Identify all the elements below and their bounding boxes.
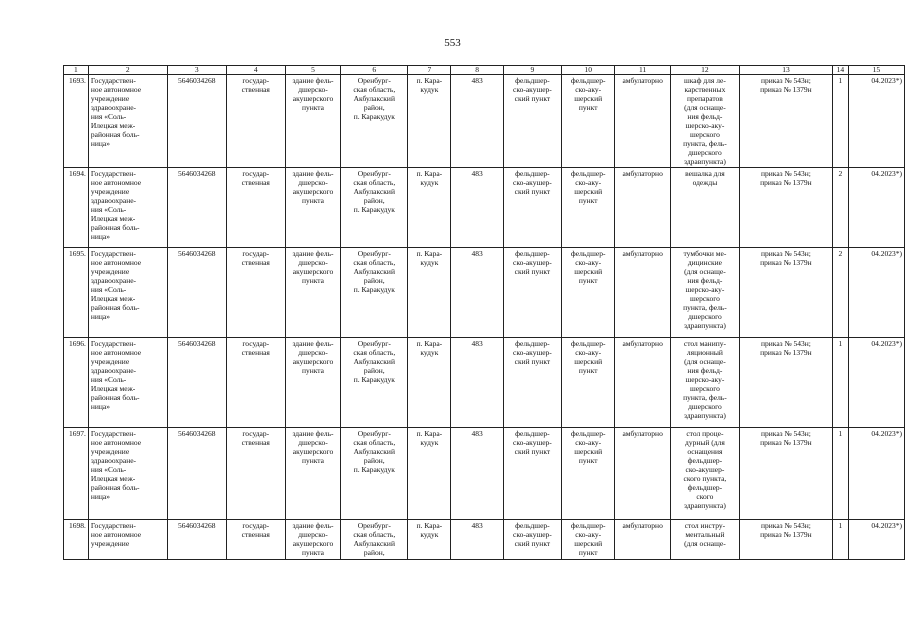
unit-cell: фельдшер- ско-аку- шерский пункт <box>562 428 615 520</box>
inn-cell: 5646034268 <box>167 168 226 248</box>
care-type-cell: амбулаторно <box>615 428 671 520</box>
date-cell: 04.2023*) <box>848 520 904 560</box>
order-cell: приказ № 543н; приказ № 1379н <box>739 75 832 168</box>
ownership-cell: государ- ственная <box>226 428 285 520</box>
care-type-cell: амбулаторно <box>615 168 671 248</box>
table-row <box>64 168 905 248</box>
equipment-cell: шкаф для ле- карственных препаратов (для оснаще- ния фельд- шерско-аку- шерского пункта, фель- дшерского здравпункта) <box>670 75 739 168</box>
date-cell: 04.2023*) <box>848 338 904 428</box>
ownership-cell: государ- ственная <box>226 520 285 560</box>
column-number: 7 <box>408 66 451 75</box>
column-number: 9 <box>503 66 561 75</box>
building-cell: здание фель- дшерско- акушерского пункта <box>285 248 341 338</box>
quantity-cell: 1 <box>832 75 848 168</box>
quantity-cell: 1 <box>832 520 848 560</box>
facility-cell: фельдшер- ско-акушер- ский пункт <box>503 168 561 248</box>
quantity-cell: 1 <box>832 428 848 520</box>
registry-table <box>63 65 905 560</box>
building-cell: здание фель- дшерско- акушерского пункта <box>285 168 341 248</box>
building-cell: здание фель- дшерско- акушерского пункта <box>285 428 341 520</box>
equipment-cell: стол проце- дурный (для оснащения фельдшер- ско-акушер- ского пункта, фельдшер- ского здравпункта) <box>670 428 739 520</box>
facility-cell: фельдшер- ско-акушер- ский пункт <box>503 428 561 520</box>
settlement-cell: п. Кара- кудук <box>408 248 451 338</box>
building-cell: здание фель- дшерско- акушерского пункта <box>285 338 341 428</box>
order-cell: приказ № 543н; приказ № 1379н <box>739 338 832 428</box>
facility-cell: фельдшер- ско-акушер- ский пункт <box>503 520 561 560</box>
care-type-cell: амбулаторно <box>615 520 671 560</box>
unit-cell: фельдшер- ско-аку- шерский пункт <box>562 338 615 428</box>
column-number: 1 <box>64 66 89 75</box>
inn-cell: 5646034268 <box>167 520 226 560</box>
unit-cell: фельдшер- ско-аку- шерский пункт <box>562 248 615 338</box>
settlement-cell: п. Кара- кудук <box>408 75 451 168</box>
code-cell: 483 <box>451 338 503 428</box>
address-cell: Оренбург- ская область, Акбулакский район, п. Каракудук <box>341 75 408 168</box>
column-number: 10 <box>562 66 615 75</box>
date-cell: 04.2023*) <box>848 168 904 248</box>
column-number: 2 <box>88 66 167 75</box>
ownership-cell: государ- ственная <box>226 248 285 338</box>
unit-cell: фельдшер- ско-аку- шерский пункт <box>562 520 615 560</box>
equipment-cell: тумбочки ме- дицинские (для оснаще- ния фельд- шерско-аку- шерского пункта, фель- дшерского здравпункта) <box>670 248 739 338</box>
address-cell: Оренбург- ская область, Акбулакский район, п. Каракудук <box>341 248 408 338</box>
row-number: 1695. <box>64 248 89 338</box>
column-number: 12 <box>670 66 739 75</box>
address-cell: Оренбург- ская область, Акбулакский район, <box>341 520 408 560</box>
address-cell: Оренбург- ская область, Акбулакский район, п. Каракудук <box>341 428 408 520</box>
organization-cell: Государствен- ное автономное учреждение здравоохране- ния «Соль- Илецкая меж- районная боль- ница» <box>88 75 167 168</box>
facility-cell: фельдшер- ско-акушер- ский пункт <box>503 338 561 428</box>
code-cell: 483 <box>451 520 503 560</box>
address-cell: Оренбург- ская область, Акбулакский район, п. Каракудук <box>341 168 408 248</box>
column-number: 6 <box>341 66 408 75</box>
order-cell: приказ № 543н; приказ № 1379н <box>739 520 832 560</box>
inn-cell: 5646034268 <box>167 428 226 520</box>
code-cell: 483 <box>451 168 503 248</box>
order-cell: приказ № 543н; приказ № 1379н <box>739 428 832 520</box>
quantity-cell: 2 <box>832 168 848 248</box>
table-row <box>64 75 905 168</box>
settlement-cell: п. Кара- кудук <box>408 168 451 248</box>
building-cell: здание фель- дшерско- акушерского пункта <box>285 520 341 560</box>
address-cell: Оренбург- ская область, Акбулакский район, п. Каракудук <box>341 338 408 428</box>
facility-cell: фельдшер- ско-акушер- ский пункт <box>503 248 561 338</box>
organization-cell: Государствен- ное автономное учреждение здравоохране- ния «Соль- Илецкая меж- районная боль- ница» <box>88 428 167 520</box>
ownership-cell: государ- ственная <box>226 75 285 168</box>
equipment-cell: вешалка для одежды <box>670 168 739 248</box>
table-body <box>64 66 905 560</box>
row-number: 1697. <box>64 428 89 520</box>
table-row <box>64 248 905 338</box>
equipment-cell: стол манипу- ляционный (для оснаще- ния фельд- шерско-аку- шерского пункта, фель- дшерского здравпункта) <box>670 338 739 428</box>
row-number: 1696. <box>64 338 89 428</box>
column-number: 14 <box>832 66 848 75</box>
code-cell: 483 <box>451 248 503 338</box>
row-number: 1698. <box>64 520 89 560</box>
order-cell: приказ № 543н; приказ № 1379н <box>739 168 832 248</box>
settlement-cell: п. Кара- кудук <box>408 428 451 520</box>
column-number: 13 <box>739 66 832 75</box>
settlement-cell: п. Кара- кудук <box>408 338 451 428</box>
column-number: 15 <box>848 66 904 75</box>
row-number: 1693. <box>64 75 89 168</box>
page-number: 553 <box>444 37 461 49</box>
quantity-cell: 1 <box>832 338 848 428</box>
code-cell: 483 <box>451 75 503 168</box>
column-number: 11 <box>615 66 671 75</box>
table-row <box>64 520 905 560</box>
column-number: 4 <box>226 66 285 75</box>
ownership-cell: государ- ственная <box>226 168 285 248</box>
inn-cell: 5646034268 <box>167 75 226 168</box>
date-cell: 04.2023*) <box>848 75 904 168</box>
care-type-cell: амбулаторно <box>615 75 671 168</box>
care-type-cell: амбулаторно <box>615 338 671 428</box>
column-number: 5 <box>285 66 341 75</box>
inn-cell: 5646034268 <box>167 338 226 428</box>
code-cell: 483 <box>451 428 503 520</box>
date-cell: 04.2023*) <box>848 428 904 520</box>
order-cell: приказ № 543н; приказ № 1379н <box>739 248 832 338</box>
column-number: 3 <box>167 66 226 75</box>
inn-cell: 5646034268 <box>167 248 226 338</box>
table-row <box>64 428 905 520</box>
table-row <box>64 338 905 428</box>
ownership-cell: государ- ственная <box>226 338 285 428</box>
organization-cell: Государствен- ное автономное учреждение здравоохране- ния «Соль- Илецкая меж- районная боль- ница» <box>88 168 167 248</box>
equipment-cell: стол инстру- ментальный (для оснаще- <box>670 520 739 560</box>
settlement-cell: п. Кара- кудук <box>408 520 451 560</box>
unit-cell: фельдшер- ско-аку- шерский пункт <box>562 75 615 168</box>
organization-cell: Государствен- ное автономное учреждение здравоохране- ния «Соль- Илецкая меж- районная боль- ница» <box>88 338 167 428</box>
column-number: 8 <box>451 66 503 75</box>
unit-cell: фельдшер- ско-аку- шерский пункт <box>562 168 615 248</box>
row-number: 1694. <box>64 168 89 248</box>
organization-cell: Государствен- ное автономное учреждение здравоохране- ния «Соль- Илецкая меж- районная боль- ница» <box>88 248 167 338</box>
facility-cell: фельдшер- ско-акушер- ский пункт <box>503 75 561 168</box>
building-cell: здание фель- дшерско- акушерского пункта <box>285 75 341 168</box>
column-number-row <box>64 66 905 75</box>
care-type-cell: амбулаторно <box>615 248 671 338</box>
quantity-cell: 2 <box>832 248 848 338</box>
date-cell: 04.2023*) <box>848 248 904 338</box>
organization-cell: Государствен- ное автономное учреждение <box>88 520 167 560</box>
